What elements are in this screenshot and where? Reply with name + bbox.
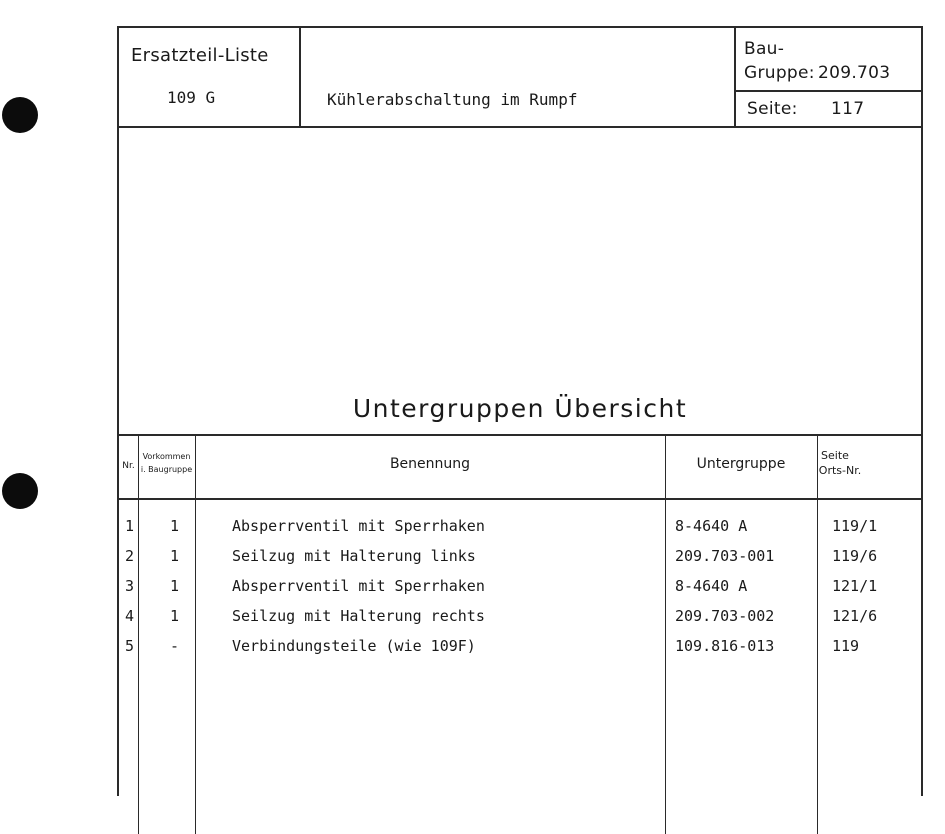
header-bau-divider [734, 90, 921, 92]
row-seite: 121/6 [832, 607, 878, 625]
punch-hole-bottom [2, 473, 38, 509]
list-label: Ersatzteil-Liste [131, 45, 269, 66]
row-qty: 1 [170, 547, 180, 565]
row-untergruppe: 209.703-002 [675, 607, 775, 625]
table-row [119, 637, 921, 667]
group-description: Kühlerabschaltung im Rumpf [327, 90, 578, 109]
row-seite: 119/1 [832, 517, 878, 535]
row-nr: 4 [125, 607, 135, 625]
parts-list-sheet [117, 26, 923, 796]
table-top-line [119, 434, 921, 436]
col-header-seite: Seite [821, 449, 849, 462]
table-row [119, 607, 921, 637]
row-name: Absperrventil mit Sperrhaken [232, 577, 485, 595]
row-qty: 1 [170, 517, 180, 535]
row-qty: - [170, 637, 180, 655]
col-header-vorkommen: Vorkommen [142, 452, 191, 461]
section-title: Untergruppen Übersicht [352, 394, 688, 423]
row-nr: 1 [125, 517, 135, 535]
header-divider-2 [734, 28, 736, 126]
row-untergruppe: 209.703-001 [675, 547, 775, 565]
col-header-nr: Nr. [122, 461, 135, 471]
row-name: Absperrventil mit Sperrhaken [232, 517, 485, 535]
col-header-baugruppe: i. Baugruppe [140, 465, 193, 474]
col-header-benennung: Benennung [389, 456, 471, 472]
punch-hole-top [2, 97, 38, 133]
gruppe-value: 209.703 [818, 63, 891, 83]
table-row [119, 547, 921, 577]
header-bottom-line [119, 126, 921, 128]
col-header-orts-nr: Orts-Nr. [818, 464, 862, 477]
row-nr: 2 [125, 547, 135, 565]
row-nr: 5 [125, 637, 135, 655]
row-seite: 119 [832, 637, 860, 655]
row-untergruppe: 8-4640 A [675, 517, 748, 535]
row-seite: 119/6 [832, 547, 878, 565]
gruppe-label: Gruppe: [744, 63, 815, 83]
row-untergruppe: 8-4640 A [675, 577, 748, 595]
table-header-line [119, 498, 921, 500]
row-untergruppe: 109.816-013 [675, 637, 775, 655]
row-qty: 1 [170, 607, 180, 625]
row-qty: 1 [170, 577, 180, 595]
bau-label: Bau- [744, 39, 785, 59]
seite-label: Seite: [747, 99, 798, 119]
table-row [119, 577, 921, 607]
row-name: Seilzug mit Halterung links [232, 547, 476, 565]
row-name: Verbindungsteile (wie 109F) [232, 637, 476, 655]
seite-value: 117 [831, 99, 865, 119]
model-label: 109 G [167, 88, 216, 107]
col-header-untergruppe: Untergruppe [696, 456, 786, 472]
table-row [119, 517, 921, 547]
row-name: Seilzug mit Halterung rechts [232, 607, 485, 625]
row-nr: 3 [125, 577, 135, 595]
row-seite: 121/1 [832, 577, 878, 595]
header-divider-1 [299, 28, 301, 126]
